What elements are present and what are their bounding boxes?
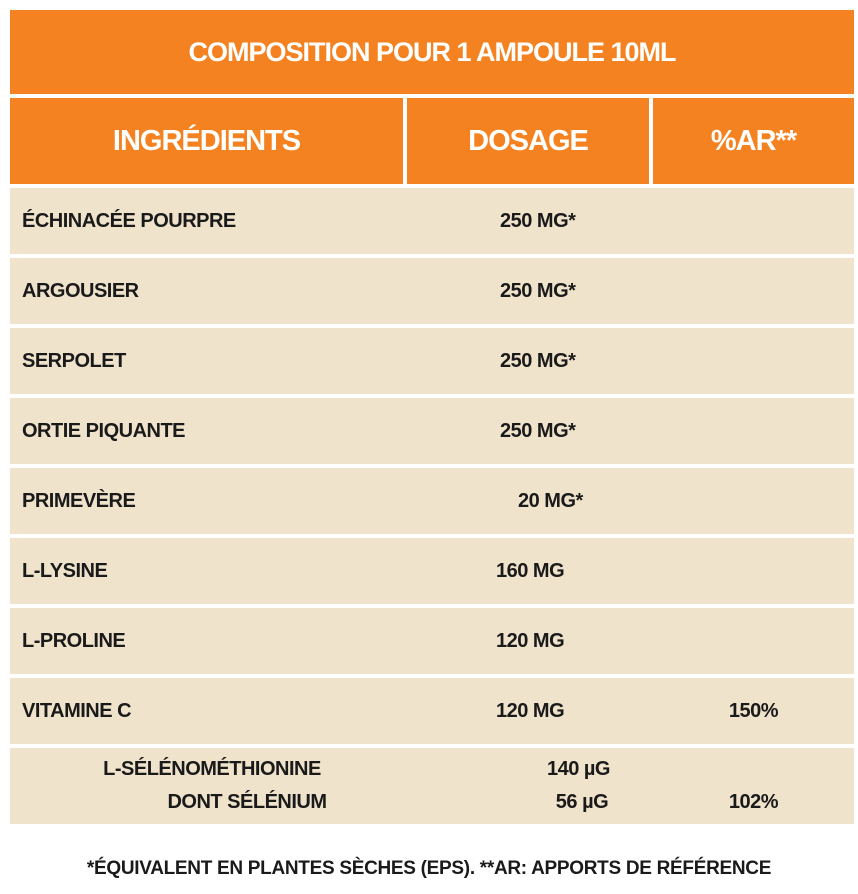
ingredient-sub: DONT SÉLÉNIUM bbox=[167, 791, 327, 813]
ar-cell bbox=[653, 188, 854, 254]
dosage-cell: 120 MG bbox=[496, 699, 565, 722]
header-ar: %AR** bbox=[653, 98, 854, 184]
ingredient-main: L-SÉLÉNOMÉTHIONINE bbox=[103, 758, 321, 780]
table-row bbox=[10, 678, 854, 744]
table-title: COMPOSITION POUR 1 AMPOULE 10ML bbox=[10, 10, 854, 94]
table-row bbox=[10, 608, 854, 674]
table-row bbox=[10, 188, 854, 254]
ingredient-cell bbox=[22, 748, 402, 824]
ingredient-cell: ORTIE PIQUANTE bbox=[22, 419, 186, 442]
ingredient-cell: ARGOUSIER bbox=[22, 279, 139, 302]
ar-cell bbox=[653, 398, 854, 464]
ar-cell: 102% bbox=[728, 790, 779, 813]
header-row bbox=[10, 98, 854, 184]
dosage-main: 140 µG bbox=[546, 758, 610, 780]
dosage-cell: 250 MG* bbox=[500, 279, 576, 302]
dosage-cell: 250 MG* bbox=[500, 419, 576, 442]
ingredient-cell: ÉCHINACÉE POURPRE bbox=[22, 209, 236, 232]
dosage-sub: 56 µG bbox=[555, 791, 609, 813]
ar-cell bbox=[653, 538, 854, 604]
ingredient-cell: SERPOLET bbox=[22, 349, 126, 372]
ar-cell: 150% bbox=[728, 699, 779, 722]
dosage-cell bbox=[407, 748, 649, 824]
ingredient-cell: L-PROLINE bbox=[22, 629, 126, 652]
dosage-cell: 120 MG bbox=[496, 629, 565, 652]
dosage-cell: 250 MG* bbox=[500, 349, 576, 372]
table-row bbox=[10, 398, 854, 464]
ar-cell bbox=[653, 258, 854, 324]
dosage-cell: 160 MG bbox=[496, 559, 565, 582]
header-dosage: DOSAGE bbox=[407, 98, 649, 184]
ingredient-cell: L-LYSINE bbox=[22, 559, 108, 582]
ingredient-cell: PRIMEVÈRE bbox=[22, 489, 136, 512]
footnote: *ÉQUIVALENT EN PLANTES SÈCHES (EPS). **AR: APPORTS DE RÉFÉRENCE bbox=[86, 858, 772, 879]
dosage-cell: 250 MG* bbox=[500, 209, 576, 232]
table-row bbox=[10, 538, 854, 604]
header-ingredients: INGRÉDIENTS bbox=[10, 98, 403, 184]
table-row bbox=[10, 328, 854, 394]
ar-cell bbox=[653, 328, 854, 394]
table-row bbox=[10, 468, 854, 534]
table-row-selenium bbox=[10, 748, 854, 824]
ingredient-cell: VITAMINE C bbox=[22, 699, 132, 722]
dosage-cell: 20 MG* bbox=[518, 489, 583, 512]
ar-cell bbox=[653, 608, 854, 674]
table-row bbox=[10, 258, 854, 324]
ar-cell bbox=[653, 468, 854, 534]
